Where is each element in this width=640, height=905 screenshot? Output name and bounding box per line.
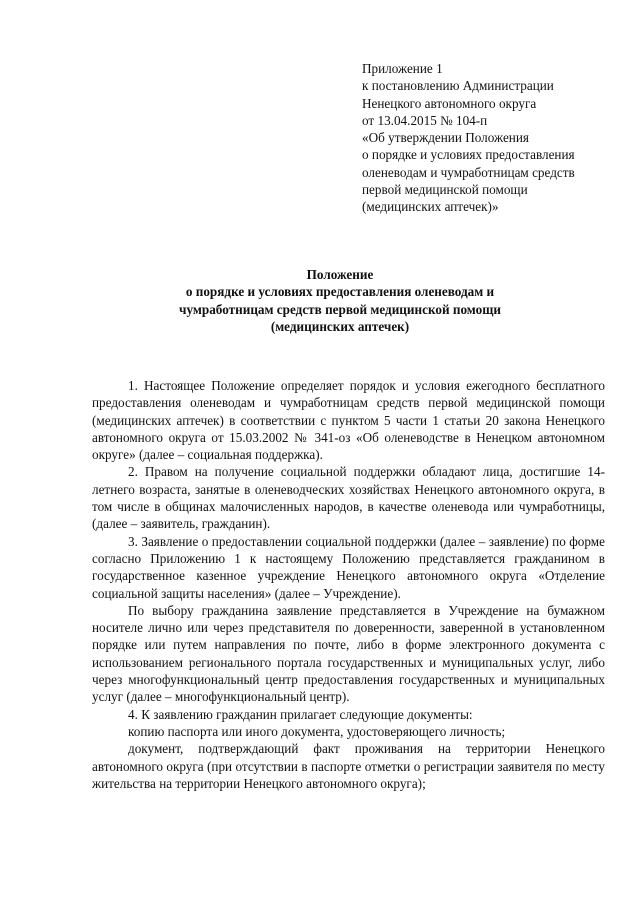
title-line: чумработницам средств первой медицинской помощи [179, 301, 501, 317]
annex-line: «Об утверждении Положения [362, 130, 529, 146]
annex-line: Ненецкого автономного округа [362, 95, 537, 111]
document-title [100, 266, 580, 335]
paragraph: 1. Настоящее Положение определяет порядок и условия ежегодного бесплатного предоставления оленеводам и чумработницам средств первой медицинской помощи (медицинских аптечек) в соответствии с пунктом 5 части 1 статьи 20 закона Ненецкого автономного округа от 15.03.2002 № 341-оз «Об оленеводстве в Ненецком автономном округе» (далее – социальная поддержка). [92, 378, 605, 463]
annex-block [362, 60, 624, 216]
title-line: Положение [306, 267, 374, 282]
annex-line: Приложение 1 [362, 61, 443, 76]
paragraph: 2. Правом на получение социальной поддержки обладают лица, достигшие 14-летнего возраста, занятые в оленеводческих хозяйствах Ненецкого автономного округа, в том числе в общинах малочисленных народов, в качестве оленевода или чумработницы, (далее – заявитель, гражданин). [92, 464, 605, 532]
document-body [92, 377, 605, 792]
paragraph: По выбору гражданина заявление представляется в Учреждение на бумажном носителе лично или через представителя по доверенности, заверенной в установленном порядке или путем направления по почте, либо в форме электронного документа с использованием регионального портала государственных и муниципальных услуг, либо через многофункциональный центр предоставления государственных и муниципальных услуг (далее – многофункциональный центр). [92, 602, 605, 705]
paragraph: копию паспорта или иного документа, удостоверяющего личность; [128, 723, 506, 739]
annex-line: о порядке и условиях предоставления [362, 147, 575, 163]
annex-line: оленеводам и чумработницам средств [362, 164, 575, 180]
title-line: (медицинских аптечек) [270, 318, 410, 334]
annex-line: первой медицинской помощи [362, 182, 528, 198]
paragraph: 3. Заявление о предоставлении социальной поддержки (далее – заявление) по форме согласно Приложению 1 к настоящему Положению представляется гражданином в государственное казенное учреждение Ненецкого автономного округа «Отделение социальной защиты населения» (далее – Учреждение). [92, 533, 605, 601]
paragraph: документ, подтверждающий факт проживания на территории Ненецкого автономного округа (при отсутствии в паспорте отметки о регистрации заявителя по месту жительства на территории Ненецкого автономного округа); [92, 741, 605, 791]
title-line: о порядке и условиях предоставления оленеводам и [185, 284, 495, 300]
annex-line: (медицинских аптечек)» [362, 199, 499, 215]
annex-line: от 13.04.2015 № 104-п [362, 112, 488, 128]
paragraph: 4. К заявлению гражданин прилагает следующие документы: [128, 706, 473, 722]
annex-line: к постановлению Администрации [362, 78, 554, 94]
